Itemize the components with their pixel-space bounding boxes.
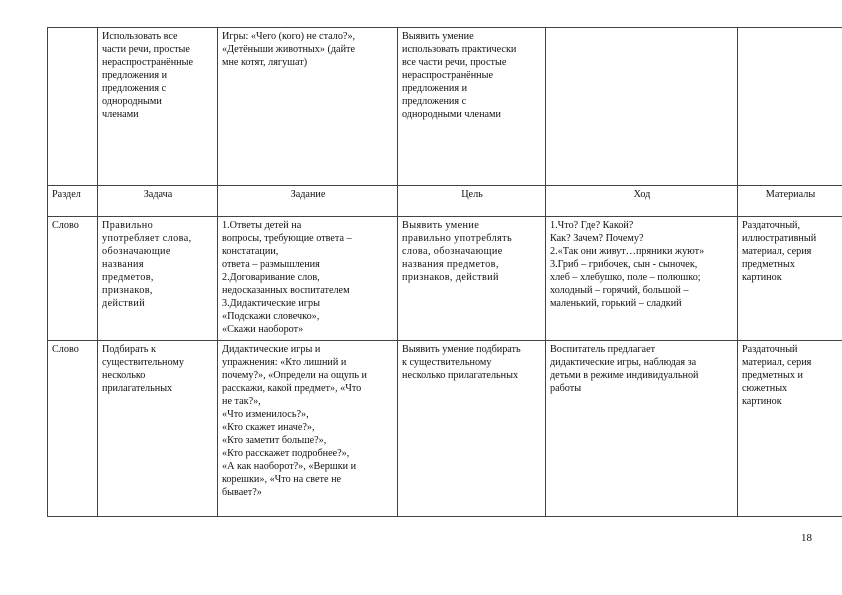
text-line: нераспространённые	[402, 70, 493, 81]
text-line: членами	[102, 109, 139, 120]
text-line: названия предметов,	[402, 259, 499, 270]
text-line: «Кто скажет иначе?»,	[222, 422, 315, 433]
text-line: предложения с	[402, 96, 467, 107]
text-line: действий	[102, 298, 146, 309]
text-line: Правильно	[102, 220, 154, 231]
text-line: несколько	[102, 370, 146, 381]
cell-materials	[738, 341, 842, 517]
cell-task	[98, 217, 218, 341]
text-line: однородными членами	[402, 109, 501, 120]
text-line: «Кто расскажет подробнее?»,	[222, 448, 350, 459]
text-line: предметных и	[742, 370, 803, 381]
text-line: правильно употреблять	[402, 233, 513, 244]
cell-section: Слово	[48, 217, 98, 341]
cell-goal	[398, 341, 546, 517]
text-line: 3.Гриб – грибочек, сын - сыночек,	[550, 259, 698, 270]
text-line: Дидактические игры и	[222, 344, 321, 355]
text-line: существительному	[102, 357, 184, 368]
text-line: слова, обозначающие	[402, 246, 503, 257]
cell-task	[98, 341, 218, 517]
cell-assignment	[218, 217, 398, 341]
text-line: «А как наоборот?», «Вершки и	[222, 461, 357, 472]
text-line: детьми в режиме индивидуальной	[550, 370, 699, 381]
text-line: предложения и	[402, 83, 468, 94]
text-line: к существительному	[402, 357, 492, 368]
text-line: «Кто заметит больше?»,	[222, 435, 327, 446]
text-line: хлеб – хлебушко, поле – полюшко;	[550, 272, 701, 283]
text-line: все части речи, простые	[402, 57, 507, 68]
cell-task	[98, 28, 218, 186]
cell-materials-empty	[738, 28, 842, 186]
text-line: работы	[550, 383, 582, 394]
cell-assignment	[218, 341, 398, 517]
table-row	[48, 341, 842, 517]
text-line: «Подскажи словечко»,	[222, 311, 320, 322]
text-line: холодный – горячий, большой –	[550, 285, 689, 296]
text-line: 1.Ответы детей на	[222, 220, 302, 231]
text-line: Раздаточный	[742, 344, 798, 355]
text-line: материал, серия	[742, 357, 812, 368]
text-line: названия	[102, 259, 144, 270]
text-line: расскажи, какой предмет», «Что	[222, 383, 362, 394]
text-line: Как? Зачем? Почему?	[550, 233, 644, 244]
table-row-continued	[48, 28, 842, 186]
text-line: Подбирать к	[102, 344, 156, 355]
text-line: не так?»,	[222, 396, 261, 407]
header-goal: Цель	[398, 186, 546, 217]
text-line: иллюстративный	[742, 233, 817, 244]
text-line: сюжетных	[742, 383, 788, 394]
text-line: признаков, действий	[402, 272, 499, 283]
text-line: «Что изменилось?»,	[222, 409, 309, 420]
text-line: вопросы, требующие ответа –	[222, 233, 352, 244]
text-line: предложения с	[102, 83, 167, 94]
text-line: картинок	[742, 396, 782, 407]
cell-assignment	[218, 28, 398, 186]
cell-section: Слово	[48, 341, 98, 517]
text-line: Выявить умение	[402, 220, 480, 231]
text-line: Выявить умение	[402, 31, 474, 42]
text-line: корешки», «Что на свете не	[222, 474, 342, 485]
text-line: упражнения: «Кто лишний и	[222, 357, 347, 368]
text-line: предметов,	[102, 272, 154, 283]
text-line: употребляет слова,	[102, 233, 192, 244]
cell-goal	[398, 217, 546, 341]
text-line: несколько прилагательных	[402, 370, 519, 381]
text-line: картинок	[742, 272, 782, 283]
text-line: нераспространённые	[102, 57, 193, 68]
cell-course	[546, 341, 738, 517]
header-section: Раздел	[48, 186, 98, 217]
cell-section-empty	[48, 28, 98, 186]
text-line: маленький, горький – сладкий	[550, 298, 682, 309]
cell-course	[546, 217, 738, 341]
table-row	[48, 217, 842, 341]
text-line: 1.Что? Где? Какой?	[550, 220, 634, 231]
text-line: части речи, простые	[102, 44, 190, 55]
text-line: дидактические игры, наблюдая за	[550, 357, 697, 368]
text-line: недосказанных воспитателем	[222, 285, 350, 296]
header-materials: Материалы	[738, 186, 842, 217]
text-line: «Детёныши животных» (дайте	[222, 44, 355, 55]
header-course: Ход	[546, 186, 738, 217]
text-line: материал, серия	[742, 246, 812, 257]
text-line: прилагательных	[102, 383, 173, 394]
lesson-plan-table	[47, 27, 842, 517]
text-line: предметных	[742, 259, 795, 270]
text-line: однородными	[102, 96, 162, 107]
text-line: мне котят, лягушат)	[222, 57, 308, 68]
header-task: Задача	[98, 186, 218, 217]
cell-materials	[738, 217, 842, 341]
cell-course-empty	[546, 28, 738, 186]
text-line: 2.«Так они живут…пряники жуют»	[550, 246, 705, 257]
text-line: признаков,	[102, 285, 153, 296]
table-header-row	[48, 186, 842, 217]
text-line: «Скажи наоборот»	[222, 324, 304, 335]
text-line: 2.Договаривание слов,	[222, 272, 320, 283]
cell-goal	[398, 28, 546, 186]
page-number: 18	[801, 532, 812, 544]
text-line: предложения и	[102, 70, 168, 81]
text-line: почему?», «Определи на ощупь и	[222, 370, 367, 381]
text-line: Воспитатель предлагает	[550, 344, 656, 355]
text-line: ответа – размышления	[222, 259, 320, 270]
text-line: Игры: «Чего (кого) не стало?»,	[222, 31, 356, 42]
text-line: бывает?»	[222, 487, 262, 498]
text-line: Выявить умение подбирать	[402, 344, 521, 355]
text-line: Использовать все	[102, 31, 178, 42]
text-line: Раздаточный,	[742, 220, 801, 231]
text-line: использовать практически	[402, 44, 517, 55]
text-line: 3.Дидактические игры	[222, 298, 320, 309]
text-line: констатации,	[222, 246, 279, 257]
text-line: обозначающие	[102, 246, 171, 257]
header-assignment: Задание	[218, 186, 398, 217]
